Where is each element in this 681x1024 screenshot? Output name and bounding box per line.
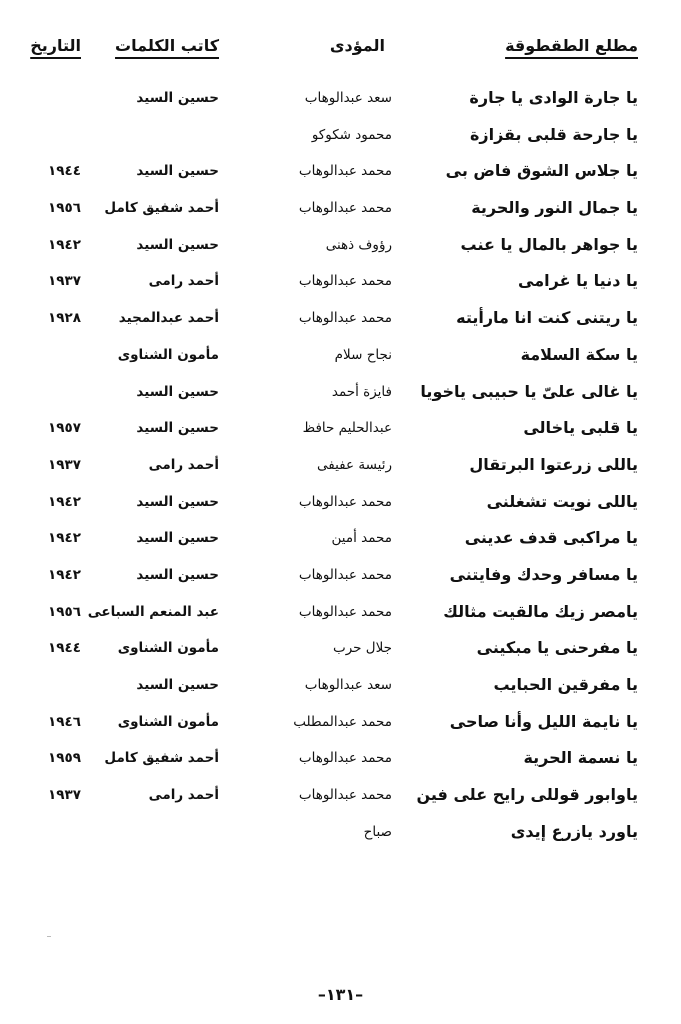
singer-name: محمد أمين — [331, 530, 392, 547]
singer-name: محمد عبدالوهاب — [298, 273, 392, 290]
lyricist-name: حسين السيد — [136, 236, 219, 253]
table-row — [0, 671, 681, 708]
table-row — [0, 561, 681, 598]
lyricist-name: حسين السيد — [136, 383, 219, 400]
header-date: التاريخ — [30, 36, 81, 55]
page-number: –١٣١– — [317, 985, 364, 1004]
year: ١٩٥٧ — [48, 420, 81, 437]
song-title: يا مفرقين الحبايب — [493, 675, 638, 694]
header-song-title: مطلع الطقطوقة — [505, 36, 638, 55]
singer-name: محمد عبدالوهاب — [298, 750, 392, 767]
lyricist-name: أحمد عبدالمجيد — [118, 310, 219, 327]
singer-name: جلال حرب — [332, 640, 392, 657]
singer-name: محمد عبدالوهاب — [298, 566, 392, 583]
header-singer: المؤدى — [329, 36, 385, 55]
lyricist-name: حسين السيد — [136, 493, 219, 510]
table-row — [0, 818, 681, 855]
singer-name: سعد عبدالوهاب — [304, 90, 392, 106]
lyricist-name: أحمد رامى — [148, 273, 219, 290]
year: ١٩٣٧ — [48, 456, 81, 473]
table-row — [0, 634, 681, 671]
lyricist-name: حسين السيد — [136, 163, 219, 180]
year: ١٩٢٨ — [48, 310, 81, 327]
year: ١٩٤٢ — [48, 530, 81, 547]
year: ١٩٣٧ — [48, 273, 81, 290]
lyricist-name: مأمون الشناوى — [117, 713, 219, 730]
table-row — [0, 194, 681, 231]
year: ١٩٤٤ — [48, 640, 81, 657]
lyricist-name: حسين السيد — [136, 90, 219, 106]
lyricist-name: أحمد رامى — [148, 787, 219, 804]
table-row — [0, 157, 681, 194]
table-row — [0, 304, 681, 341]
lyricist-name: مأمون الشناوى — [117, 640, 219, 657]
year: ١٩٤٢ — [48, 493, 81, 510]
song-title: يا سكة السلامة — [520, 344, 638, 364]
song-title: يا قلبى ياخالى — [523, 418, 638, 438]
singer-name: عبدالحليم حافظ — [302, 420, 392, 437]
header-lyricist: كاتب الكلمات — [115, 36, 219, 55]
song-title: يامصر زيك مالقيت مثالك — [443, 601, 638, 621]
year: ١٩٥٩ — [48, 750, 81, 767]
song-title: يا مسافر وحدك وفايتنى — [449, 564, 638, 584]
lyricist-name: أحمد شفيق كامل — [104, 200, 219, 217]
year: ١٩٤٢ — [48, 236, 81, 253]
table-row — [0, 488, 681, 525]
singer-name: محمد عبدالوهاب — [298, 200, 392, 217]
lyricist-name: حسين السيد — [136, 530, 219, 547]
song-title: يا جمال النور والحرية — [471, 198, 638, 218]
song-title: يا جارحة قلبى بقزازة — [469, 124, 638, 144]
song-title: ياللى زرعتوا البرتقال — [469, 454, 638, 474]
table-row — [0, 414, 681, 451]
table-row — [0, 341, 681, 378]
table-row — [0, 598, 681, 635]
lyricist-name: عبد المنعم السباعى — [87, 603, 219, 620]
singer-name: محمد عبدالمطلب — [293, 713, 392, 730]
singer-name: محمد عبدالوهاب — [298, 787, 392, 804]
singer-name: صباح — [363, 823, 392, 840]
table-row — [0, 267, 681, 304]
song-title: يا جواهر بالمال يا عنب — [460, 234, 638, 254]
year: ١٩٥٦ — [48, 603, 81, 620]
lyricist-name: حسين السيد — [136, 677, 219, 693]
table-row — [0, 708, 681, 745]
lyricist-name: حسين السيد — [136, 566, 219, 583]
song-title: يا جارة الوادى يا جارة — [469, 88, 638, 107]
singer-name: فايزة أحمد — [331, 383, 392, 400]
song-title: يا نايمة الليل وأنا صاحى — [449, 711, 638, 731]
scan-speck — [47, 936, 51, 937]
lyricist-name: أحمد رامى — [148, 456, 219, 473]
table-header — [0, 34, 681, 74]
song-title: ياللى نويت تشغلنى — [486, 491, 638, 511]
table-row — [0, 84, 681, 121]
song-title: يا دنيا يا غرامى — [518, 271, 638, 291]
song-title: ياورد يازرع إيدى — [510, 821, 638, 841]
song-title: يا غالى علىّ يا حبيبى ياخويا — [420, 381, 638, 401]
year: ١٩٥٦ — [48, 200, 81, 217]
song-title: ياوابور قوللى رايح على فين — [416, 785, 638, 805]
singer-name: محمد عبدالوهاب — [298, 163, 392, 180]
table-row — [0, 744, 681, 781]
lyricist-name: حسين السيد — [136, 420, 219, 437]
singer-name: رؤوف ذهنى — [325, 236, 392, 253]
singer-name: سعد عبدالوهاب — [304, 677, 392, 693]
year: ١٩٤٢ — [48, 566, 81, 583]
singer-name: محمد عبدالوهاب — [298, 310, 392, 327]
song-title: يا مفرحنى يا مبكينى — [476, 638, 638, 658]
singer-name: رئيسة عفيفى — [317, 456, 392, 473]
song-title: يا نسمة الحرية — [523, 748, 638, 768]
singer-name: محمد عبدالوهاب — [298, 493, 392, 510]
table-row — [0, 451, 681, 488]
lyricist-name: مأمون الشناوى — [117, 346, 219, 363]
song-title: يا ريتنى كنت انا مارأيته — [456, 308, 638, 328]
singer-name: محمود شكوكو — [311, 126, 392, 143]
song-title: يا جلاس الشوق فاض بى — [445, 161, 638, 181]
year: ١٩٤٤ — [48, 163, 81, 180]
table-row — [0, 524, 681, 561]
song-title: يا مراكبى قدف عدينى — [464, 528, 638, 548]
year: ١٩٣٧ — [48, 787, 81, 804]
singer-name: محمد عبدالوهاب — [298, 603, 392, 620]
song-table — [0, 84, 681, 854]
table-row — [0, 781, 681, 818]
table-row — [0, 121, 681, 158]
table-row — [0, 231, 681, 268]
lyricist-name: أحمد شفيق كامل — [104, 750, 219, 767]
year: ١٩٤٦ — [48, 713, 81, 730]
singer-name: نجاح سلام — [334, 346, 392, 363]
table-row — [0, 378, 681, 415]
